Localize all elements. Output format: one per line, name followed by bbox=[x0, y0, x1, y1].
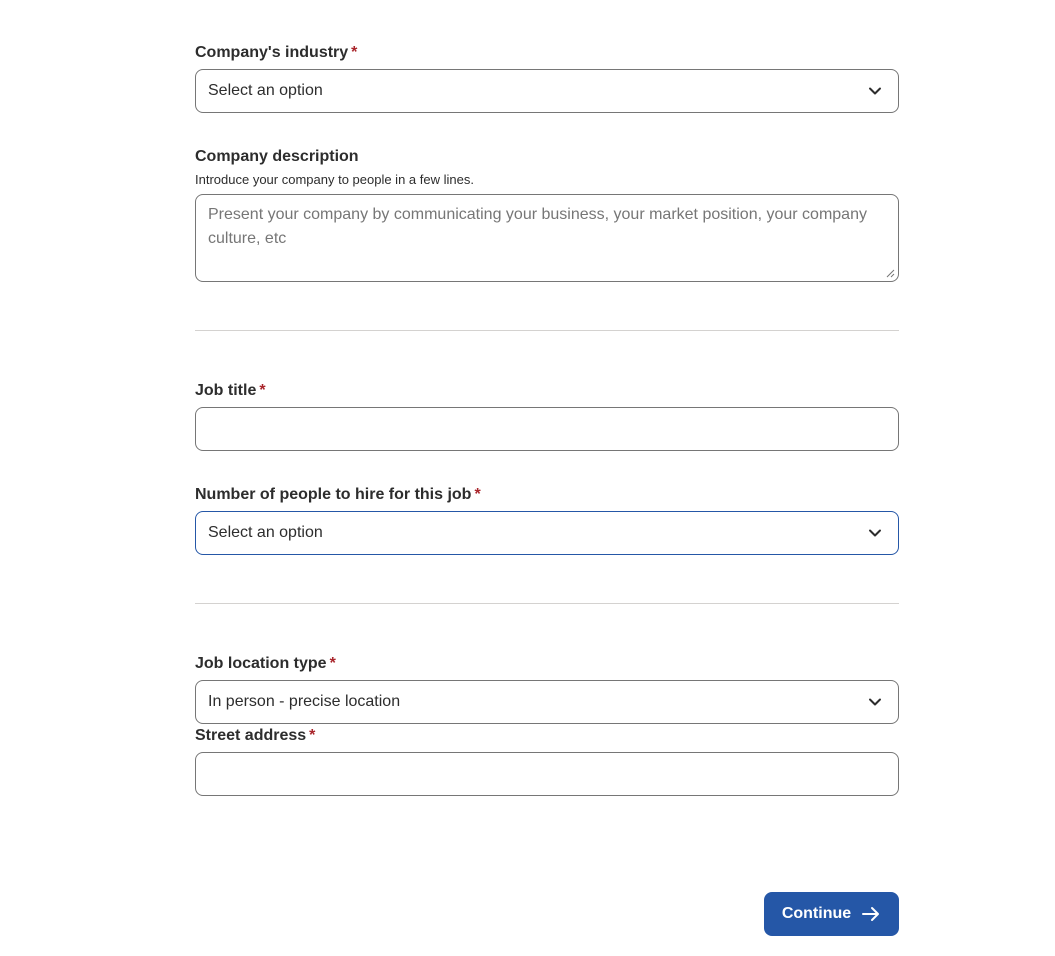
company-description-textarea[interactable] bbox=[195, 194, 899, 282]
section-divider bbox=[195, 603, 899, 604]
company-industry-selected-value: Select an option bbox=[208, 82, 323, 99]
continue-button-label: Continue bbox=[781, 905, 852, 922]
job-location-type-selected-value: In person - precise location bbox=[208, 693, 401, 710]
street-address-input[interactable] bbox=[195, 752, 899, 796]
required-asterisk: * bbox=[259, 382, 266, 399]
resize-handle-icon[interactable] bbox=[885, 268, 895, 278]
job-location-type-label bbox=[195, 654, 336, 674]
job-location-type-select[interactable] bbox=[195, 680, 899, 724]
company-description-placeholder: Present your company by communicating your business, your market position, your company culture, etc bbox=[208, 206, 867, 247]
people-to-hire-label bbox=[195, 485, 481, 505]
required-asterisk: * bbox=[351, 44, 358, 61]
job-title-label-text: Job title bbox=[195, 382, 257, 399]
arrow-right-icon bbox=[861, 906, 881, 922]
continue-button[interactable] bbox=[764, 892, 899, 936]
section-divider bbox=[195, 330, 899, 331]
company-description-label-text: Company description bbox=[195, 148, 359, 165]
street-address-label-text: Street address bbox=[195, 727, 307, 744]
chevron-down-icon bbox=[868, 695, 882, 709]
people-to-hire-label-text: Number of people to hire for this job bbox=[195, 486, 472, 503]
people-to-hire-selected-value: Select an option bbox=[208, 524, 323, 541]
company-industry-select[interactable] bbox=[195, 69, 899, 113]
people-to-hire-select[interactable] bbox=[195, 511, 899, 555]
chevron-down-icon bbox=[868, 526, 882, 540]
job-title-label bbox=[195, 381, 266, 401]
company-description-helper: Introduce your company to people in a few lines. bbox=[195, 172, 474, 187]
job-location-type-label-text: Job location type bbox=[195, 655, 327, 672]
company-industry-label bbox=[195, 43, 357, 63]
company-industry-label-text: Company's industry bbox=[195, 44, 349, 61]
job-title-input[interactable] bbox=[195, 407, 899, 451]
required-asterisk: * bbox=[474, 486, 481, 503]
street-address-label bbox=[195, 726, 315, 746]
chevron-down-icon bbox=[868, 84, 882, 98]
required-asterisk: * bbox=[309, 727, 316, 744]
company-description-label bbox=[195, 147, 359, 167]
required-asterisk: * bbox=[329, 655, 336, 672]
